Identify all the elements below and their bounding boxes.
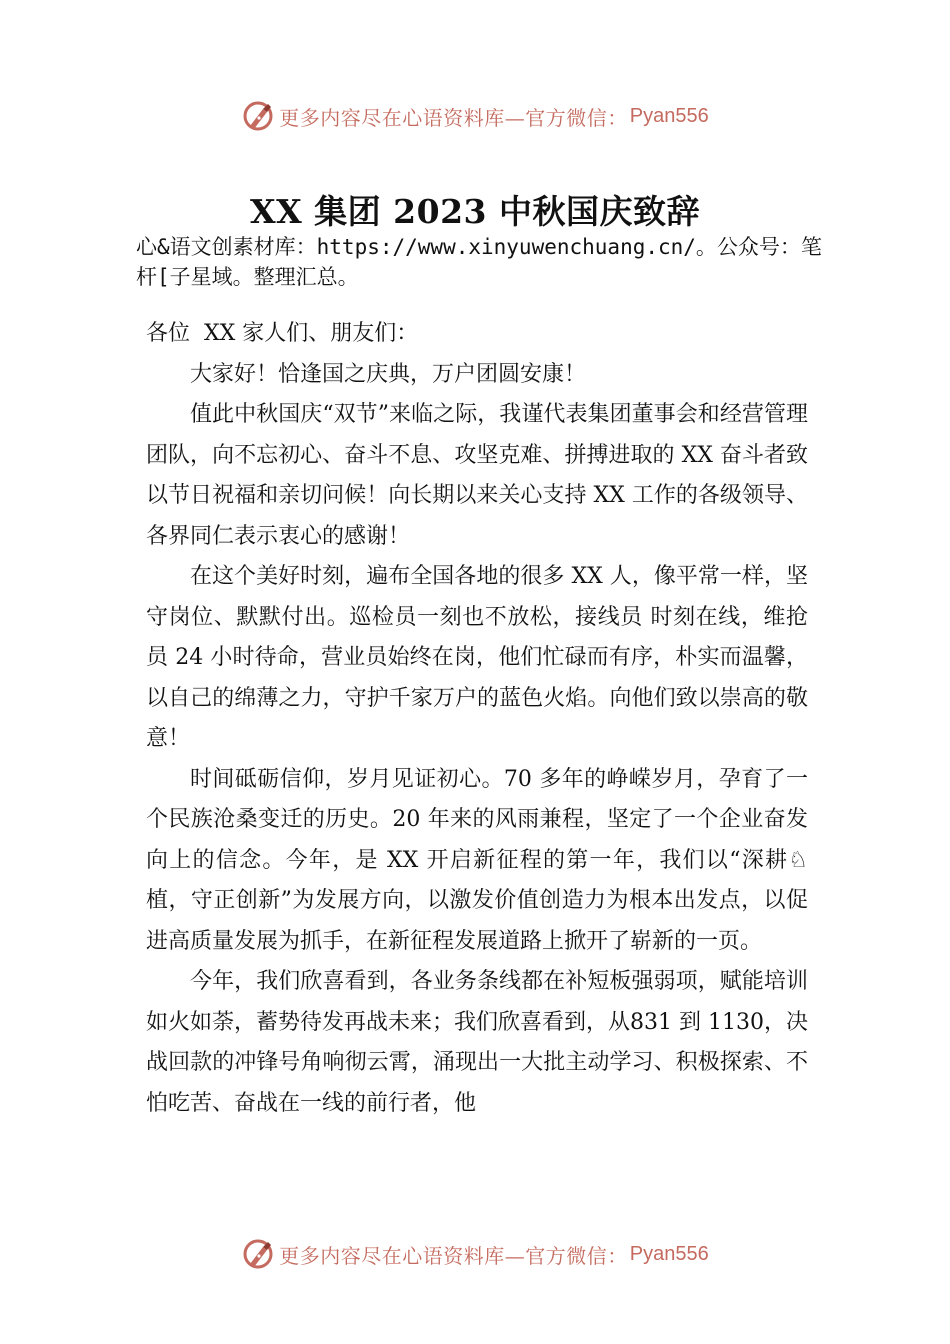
- paragraph: 大家好！恰逢国之庆典，万户团圆安康！: [190, 361, 587, 387]
- banner-wechat-id: Pyan556: [629, 104, 709, 127]
- document-body: [146, 314, 808, 1124]
- banner-wechat-id: Pyan556: [629, 1242, 709, 1265]
- pen-nib-logo-icon: [241, 99, 275, 133]
- paragraph: 值此中秋国庆“双节”来临之际，我谨代表集团董事会和经营管理团队，向不忘初心、奋斗不息、攻坚克难、拼搏进取的 XX 奋斗者致以节日祝福和亲切问候！向长期以来关心支持 XX 工作的各级领导、各界同仁表示衷心的感谢！: [146, 402, 808, 549]
- footer-banner: [0, 1234, 950, 1274]
- pen-nib-logo-icon: [241, 1237, 275, 1271]
- banner-text: 更多内容尽在心语资料库—官方微信：: [279, 1243, 628, 1268]
- source-line: 心&语文创素材库：https://www.xinyuwenchuang.cn/。公众号：笔杆[子星域。整理汇总。: [136, 235, 822, 289]
- paragraph: 在这个美好时刻，遍布全国各地的很多 XX 人，像平常一样，坚守岗位、默默付出。巡检员一刻也不放松，接线员 时刻在线，维抢员 24 小时待命，营业员始终在岗，他们忙碌而有序，朴实而温馨，以自己的绵薄之力，守护千家万户的蓝色火焰。向他们致以崇高的敬意！: [146, 564, 808, 751]
- header-banner: [0, 96, 950, 136]
- paragraph: 时间砥砺信仰，岁月见证初心。70 多年的峥嵘岁月，孕育了一个民族沧桑变迁的历史。20 年来的风雨兼程，坚定了一个企业奋发向上的信念。今年，是 XX 开启新征程的第一年，我们以“深耕♘植，守正创新”为发展方向，以激发价值创造力为根本出发点，以促进高质量发展为抓手，在新征程发展道路上掀开了崭新的一页。: [146, 766, 808, 954]
- banner-text: 更多内容尽在心语资料库—官方微信：: [279, 105, 628, 130]
- document-title: XX 集团 2023 中秋国庆致辞: [249, 192, 701, 231]
- paragraph: 今年，我们欣喜看到，各业务条线都在补短板强弱项，赋能培训如火如荼，蓄势待发再战未来；我们欣喜看到，从831 到 1130，决战回款的冲锋号角响彻云霄，涌现出一大批主动学习、积极探索、不怕吃苦、奋战在一线的前行者，他: [146, 969, 808, 1116]
- salutation: 各位 XX 家人们、朋友们：: [146, 321, 419, 346]
